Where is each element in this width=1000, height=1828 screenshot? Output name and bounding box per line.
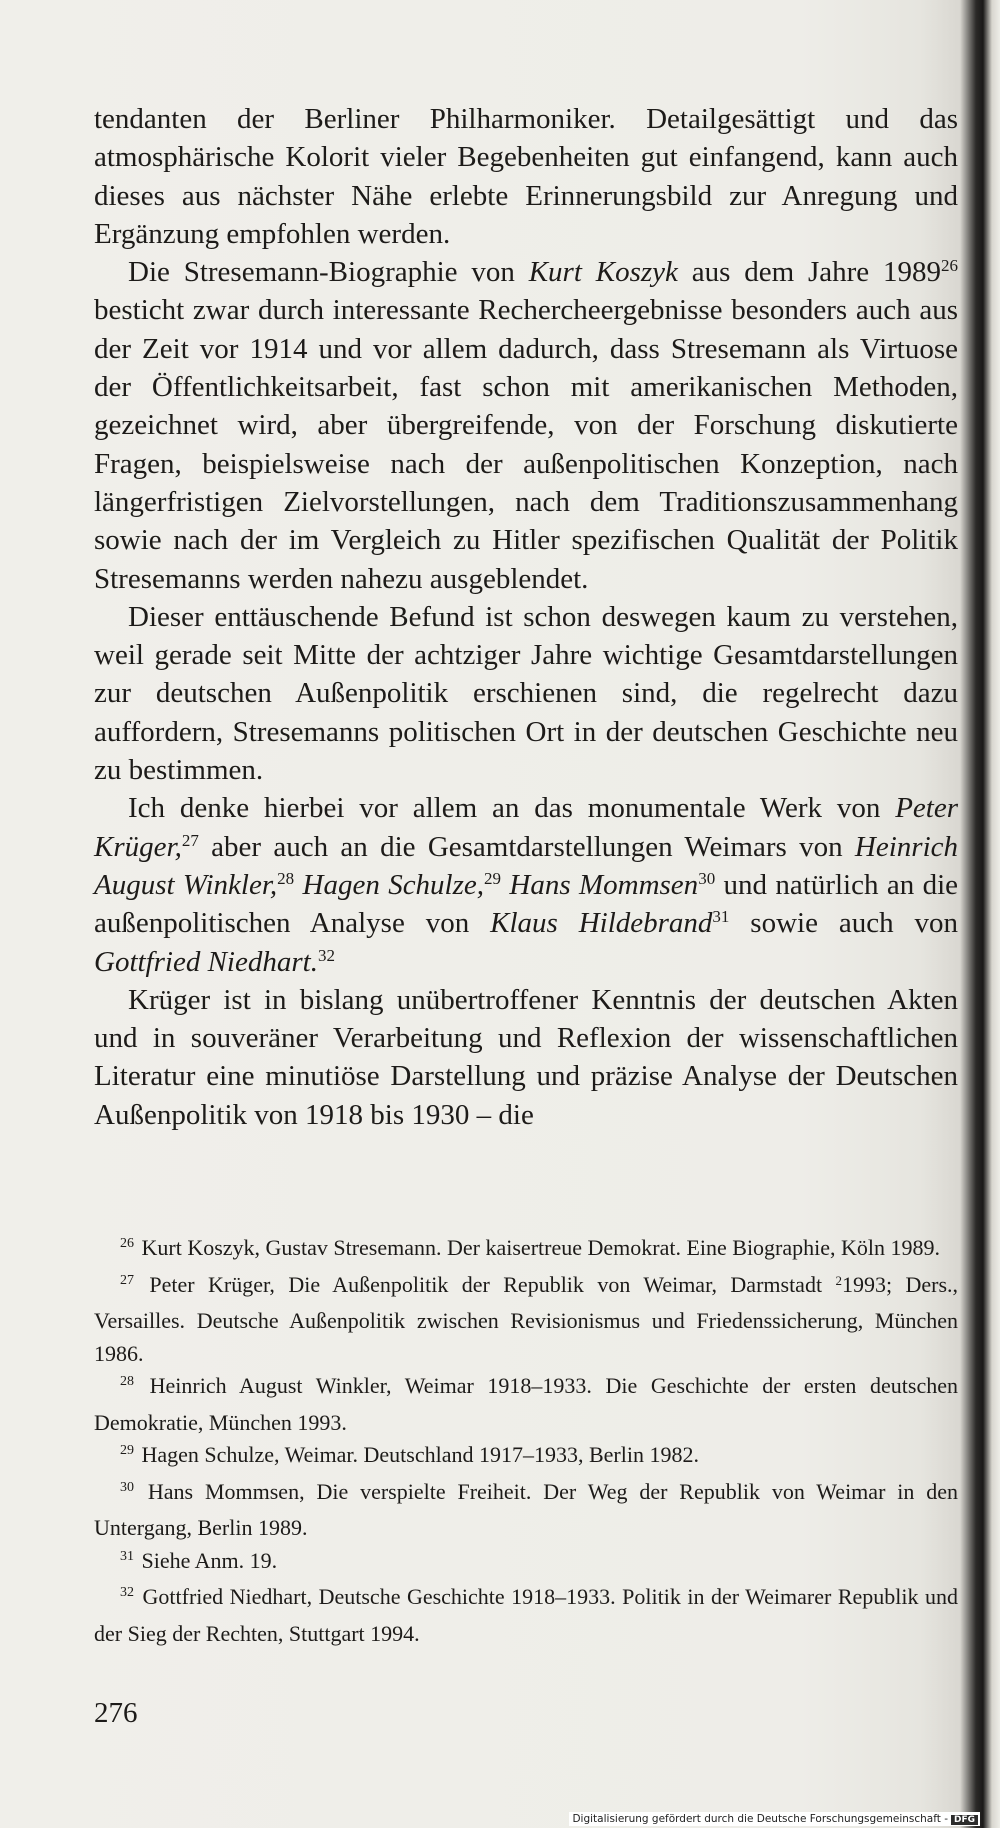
footnote-27 [94,1269,958,1371]
author-krueger: Peter Krüger, [94,792,958,863]
footnote-number: 32 [120,1585,134,1600]
footnotes [94,1232,958,1650]
footnote-28 [94,1370,958,1439]
paragraph-5 [94,981,958,1134]
p2-text-a: Die Stresemann-Biographie von [128,256,529,289]
footnote-number: 28 [120,1374,134,1389]
edition-superscript: 2 [835,1272,842,1288]
p2-text-b: aus dem Jahre 1989 [677,256,942,289]
digitization-note-text: Digitalisierung gefördert durch die Deutsche Forschungsgemeinschaft - [572,1813,948,1825]
footnote-text: Heinrich August Winkler, Weimar 1918–1933. Die Geschichte der ersten deutschen Demokratie, München 1993. [94,1373,959,1435]
footnote-ref-31[interactable]: 31 [712,907,730,927]
paragraph-3 [94,598,958,789]
footnote-text: Gottfried Niedhart, Deutsche Geschichte 1918–1933. Politik in der Weimarer Republik und der Sieg der Rechten, Stuttgart 1994. [94,1584,958,1646]
footnote-text: Peter Krüger, Die Außenpolitik der Republik von Weimar, Darmstadt [149,1271,836,1297]
author-hildebrand: Klaus Hildebrand [490,907,713,940]
digitization-note [569,1812,980,1826]
body-text [94,100,958,1134]
footnote-ref-30[interactable]: 30 [698,868,716,888]
footnote-text: Hagen Schulze, Weimar. Deutschland 1917–1933, Berlin 1982. [141,1442,699,1467]
paragraph-2 [94,253,958,598]
footnote-ref-28[interactable]: 28 [277,868,295,888]
footnote-ref-32[interactable]: 32 [317,945,335,965]
footnote-ref-26[interactable]: 26 [941,256,959,276]
footnote-text: Kurt Koszyk, Gustav Stresemann. Der kaisertreue Demokrat. Eine Biographie, Köln 1989. [141,1235,941,1260]
p4-text-d: sowie auch von [729,907,958,940]
author-winkler: Heinrich August Winkler, [94,830,958,901]
footnote-29 [94,1439,958,1476]
paragraph-1-text: tendanten der Berliner Philharmoniker. Detailgesättigt und das atmosphärische Kolorit vieler Begebenheiten gut einfangend, kann auch dieses aus nächster Nähe erlebte Erinnerungsbild zur Anregung und Ergänzung empfohlen werden. [94,103,958,250]
footnote-number: 26 [120,1236,134,1251]
footnote-ref-29[interactable]: 29 [484,868,502,888]
author-niedhart: Gottfried Niedhart. [94,945,318,978]
author-koszyk: Kurt Koszyk [528,256,678,289]
footnote-text: Hans Mommsen, Die verspielte Freiheit. Der Weg der Republik von Weimar in den Untergang, Berlin 1989. [94,1478,959,1540]
footnote-number: 30 [120,1479,134,1495]
page-number: 276 [94,1697,138,1729]
footnote-32 [94,1581,958,1650]
footnote-number: 27 [120,1272,134,1288]
footnote-26 [94,1232,958,1269]
footnote-text: Siehe Anm. 19. [141,1547,278,1573]
p4-text-a: Ich denke hierbei vor allem an das monumentale Werk von [128,792,896,825]
author-mommsen: Hans Mommsen [501,868,699,901]
footnote-number: 29 [120,1443,134,1458]
footnote-30 [94,1476,958,1545]
footnote-text-cont: 1993; Ders., Versailles. Deutsche Außenpolitik zwischen Revisionismus und Friedenssicherung, München 1986. [94,1271,959,1366]
footnote-ref-27[interactable]: 27 [181,830,199,850]
paragraph-1 [94,100,958,253]
dfg-logo: DFG [951,1815,978,1825]
paragraph-4 [94,789,958,980]
p4-text-c: und natürlich an die außenpolitischen Analyse von [94,868,958,940]
footnote-number: 31 [120,1548,134,1564]
footnote-31 [94,1545,958,1582]
author-schulze: Hagen Schulze, [294,868,485,901]
p4-text-b: aber auch an die Gesamtdarstellungen Weimars von [198,830,855,863]
paragraph-5-text: Krüger ist in bislang unübertroffener Kenntnis der deutschen Akten und in souveräner Verarbeitung und Reflexion der wissenschaftlichen Literatur eine minutiöse Darstellung und präzise Analyse der Deutschen Außenpolitik von 1918 bis 1930 – die [94,983,958,1131]
p2-text-c: besticht zwar durch interessante Rechercheergebnisse besonders auch aus der Zeit vor 1914 und vor allem dadurch, dass Stresemann als Virtuose der Öffentlichkeitsarbeit, fast schon mit amerikanischen Methoden, gezeichnet wird, aber übergreifende, von der Forschung diskutierte Fragen, beispielsweise nach der außenpolitischen Konzeption, nach längerfristigen Zielvorstellungen, nach dem Traditionszusammenhang sowie nach der im Vergleich zu Hitler spezifischen Qualität der Politik Stresemanns werden nahezu ausgeblendet. [94,294,958,595]
paragraph-3-text: Dieser enttäuschende Befund ist schon deswegen kaum zu verstehen, weil gerade seit Mitte der achtziger Jahre wichtige Gesamtdarstellungen zur deutschen Außenpolitik erschienen sind, die regelrecht dazu auffordern, Stresemanns politischen Ort in der deutschen Geschichte neu zu bestimmen. [94,600,958,787]
